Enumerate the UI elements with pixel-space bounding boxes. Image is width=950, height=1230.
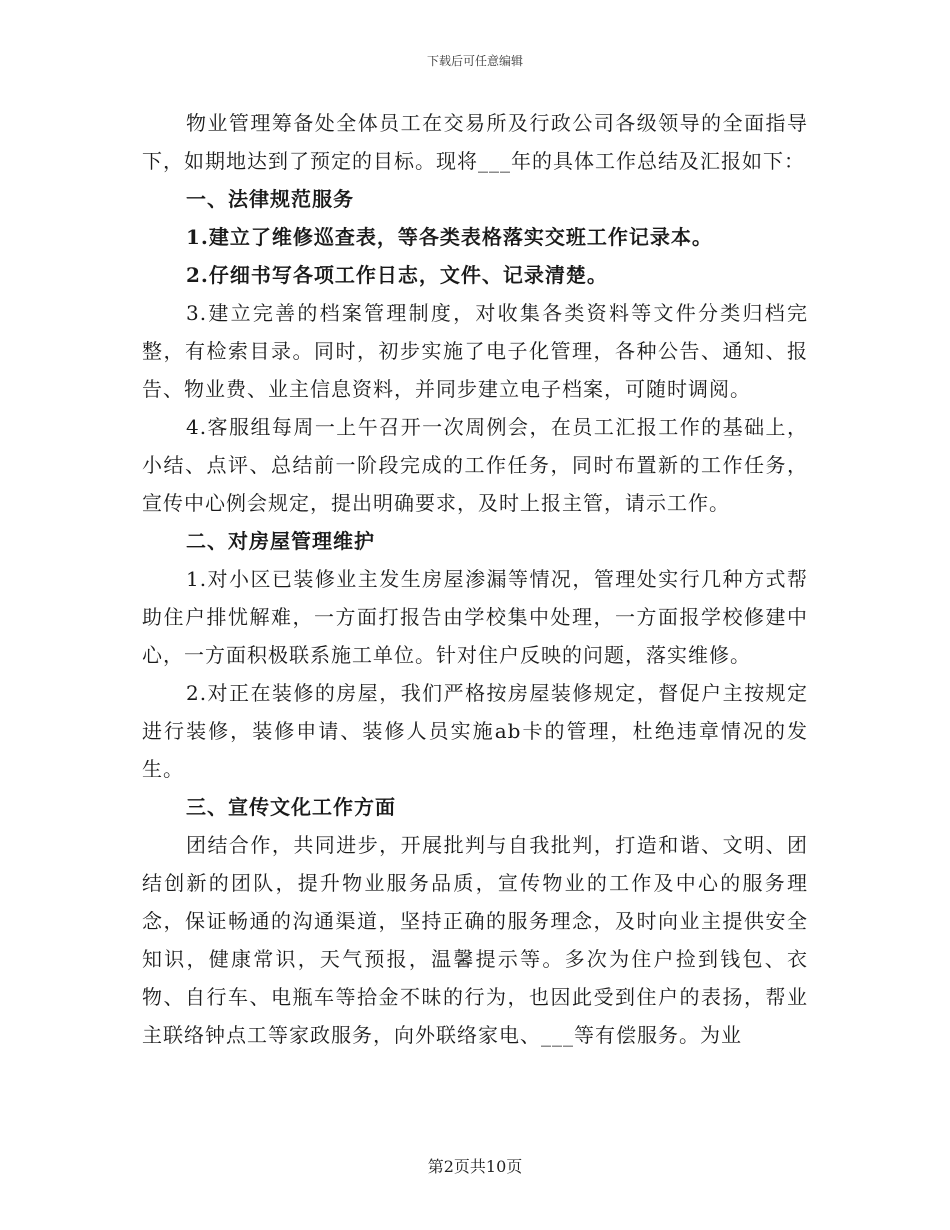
paragraph-item: 1.对小区已装修业主发生房屋渗漏等情况，管理处实行几种方式帮助住户排忧解难，一方面打报告由学校集中处理，一方面报学校修建中心，一方面积极联系施工单位。针对住户反映的问题，落实维修。 [142,567,808,667]
paragraph-item: 4.客服组每周一上午召开一次周例会，在员工汇报工作的基础上，小结、点评、总结前一阶段完成的工作任务，同时布置新的工作任务，宣传中心例会规定，提出明确要求，及时上报主管，请示工作。 [142,415,808,515]
paragraph-item: 1.建立了维修巡查表，等各类表格落实交班工作记录本。 [186,225,713,249]
paragraph-intro: 物业管理筹备处全体员工在交易所及行政公司各级领导的全面指导下，如期地达到了预定的目标。现将___年的具体工作总结及汇报如下： [142,111,808,173]
paragraph-item: 团结合作，共同进步，开展批判与自我批判，打造和谐、文明、团结创新的团队，提升物业服务品质，宣传物业的工作及中心的服务理念，保证畅通的沟通渠道，坚持正确的服务理念，及时向业主提供安全知识，健康常识，天气预报，温馨提示等。多次为住户捡到钱包、衣物、自行车、电瓶车等拾金不昧的行为，也因此受到住户的表扬，帮业主联络钟点工等家政服务，向外联络家电、___等有偿服务。为业 [142,833,808,1047]
paragraph-item: 2.对正在装修的房屋，我们严格按房屋装修规定，督促户主按规定进行装修，装修申请、装修人员实施ab卡的管理，杜绝违章情况的发生。 [142,681,808,781]
page-header: 下载后可任意编辑 [426,54,523,68]
heading-section-1: 一、法律规范服务 [186,187,354,211]
heading-section-3: 三、宣传文化工作方面 [186,795,396,819]
heading-section-2: 二、对房屋管理维护 [186,529,375,553]
paragraph-item: 3.建立完善的档案管理制度，对收集各类资料等文件分类归档完整，有检索目录。同时，初步实施了电子化管理，各种公告、通知、报告、物业费、业主信息资料，并同步建立电子档案，可随时调阅。 [142,301,808,401]
document-body [142,104,808,1054]
paragraph-item: 2.仔细书写各项工作日志，文件、记录清楚。 [186,263,608,287]
page-number: 第2页共10页 [427,1157,523,1176]
